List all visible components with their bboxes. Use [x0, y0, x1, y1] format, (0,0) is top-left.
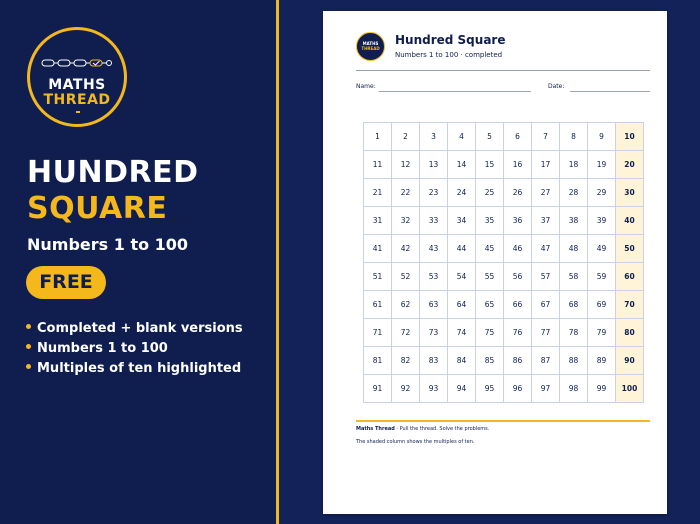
- grid-cell: 87: [532, 347, 560, 375]
- grid-cell: 90: [616, 347, 644, 375]
- footer-note: The shaded column shows the multiples of ten.: [356, 439, 475, 445]
- hero-title-line2: SQUARE: [27, 191, 168, 226]
- bullet-dot-icon: [26, 344, 31, 349]
- grid-cell: 54: [448, 263, 476, 291]
- grid-cell: 38: [560, 207, 588, 235]
- grid-cell: 86: [504, 347, 532, 375]
- grid-cell: 85: [476, 347, 504, 375]
- grid-cell: 83: [420, 347, 448, 375]
- grid-cell: 93: [420, 375, 448, 403]
- grid-cell: 28: [560, 179, 588, 207]
- grid-row: [364, 151, 644, 179]
- bullet-dot-icon: [26, 324, 31, 329]
- grid-cell: 16: [504, 151, 532, 179]
- grid-cell: 32: [392, 207, 420, 235]
- grid-cell: 10: [616, 123, 644, 151]
- grid-cell: 30: [616, 179, 644, 207]
- grid-cell: 1: [364, 123, 392, 151]
- grid-cell: 17: [532, 151, 560, 179]
- grid-cell: 98: [560, 375, 588, 403]
- name-label: Name:: [356, 83, 376, 90]
- grid-cell: 11: [364, 151, 392, 179]
- header-rule: [356, 70, 650, 71]
- grid-cell: 99: [588, 375, 616, 403]
- grid-cell: 66: [504, 291, 532, 319]
- hero-title-line1: HUNDRED: [27, 155, 199, 190]
- grid-cell: 75: [476, 319, 504, 347]
- grid-cell: 74: [448, 319, 476, 347]
- grid-cell: 2: [392, 123, 420, 151]
- grid-cell: 15: [476, 151, 504, 179]
- grid-cell: 61: [364, 291, 392, 319]
- worksheet-logo: MATHS THREAD: [356, 32, 385, 61]
- grid-cell: 52: [392, 263, 420, 291]
- grid-cell: 89: [588, 347, 616, 375]
- grid-cell: 56: [504, 263, 532, 291]
- grid-cell: 79: [588, 319, 616, 347]
- grid-cell: 25: [476, 179, 504, 207]
- grid-cell: 24: [448, 179, 476, 207]
- grid-cell: 80: [616, 319, 644, 347]
- grid-row: [364, 235, 644, 263]
- logo-text-thread: THREAD: [43, 92, 111, 108]
- grid-cell: 48: [560, 235, 588, 263]
- bullet-dot-icon: [26, 364, 31, 369]
- grid-cell: 3: [420, 123, 448, 151]
- grid-cell: 60: [616, 263, 644, 291]
- thread-chain-icon: [41, 59, 113, 67]
- grid-cell: 12: [392, 151, 420, 179]
- grid-cell: 77: [532, 319, 560, 347]
- grid-cell: 62: [392, 291, 420, 319]
- logo-accent: [76, 111, 80, 113]
- grid-cell: 73: [420, 319, 448, 347]
- grid-cell: 40: [616, 207, 644, 235]
- grid-cell: 6: [504, 123, 532, 151]
- grid-cell: 50: [616, 235, 644, 263]
- feature-item: Completed + blank versions: [26, 320, 243, 340]
- grid-cell: 7: [532, 123, 560, 151]
- grid-cell: 59: [588, 263, 616, 291]
- grid-cell: 39: [588, 207, 616, 235]
- logo-text-maths: MATHS: [48, 77, 106, 93]
- grid-cell: 43: [420, 235, 448, 263]
- grid-row: [364, 123, 644, 151]
- footer-brand-line: Maths Thread · Pull the thread. Solve the problems.: [356, 426, 490, 432]
- grid-cell: 65: [476, 291, 504, 319]
- worksheet-title: Hundred Square: [395, 33, 506, 47]
- grid-cell: 8: [560, 123, 588, 151]
- grid-cell: 22: [392, 179, 420, 207]
- grid-cell: 18: [560, 151, 588, 179]
- grid-row: [364, 179, 644, 207]
- grid-cell: 29: [588, 179, 616, 207]
- date-label: Date:: [548, 83, 565, 90]
- grid-cell: 34: [448, 207, 476, 235]
- grid-cell: 42: [392, 235, 420, 263]
- grid-row: [364, 263, 644, 291]
- grid-cell: 70: [616, 291, 644, 319]
- grid-cell: 96: [504, 375, 532, 403]
- grid-cell: 41: [364, 235, 392, 263]
- grid-cell: 47: [532, 235, 560, 263]
- hero-subtitle: Numbers 1 to 100: [27, 235, 189, 254]
- grid-cell: 84: [448, 347, 476, 375]
- grid-cell: 97: [532, 375, 560, 403]
- grid-cell: 45: [476, 235, 504, 263]
- grid-cell: 46: [504, 235, 532, 263]
- feature-item: Multiples of ten highlighted: [26, 360, 243, 380]
- grid-row: [364, 319, 644, 347]
- grid-cell: 63: [420, 291, 448, 319]
- grid-cell: 26: [504, 179, 532, 207]
- grid-cell: 88: [560, 347, 588, 375]
- grid-cell: 81: [364, 347, 392, 375]
- grid-cell: 58: [560, 263, 588, 291]
- feature-list: [26, 320, 243, 380]
- grid-cell: 51: [364, 263, 392, 291]
- promo-panel: [0, 0, 276, 524]
- grid-cell: 55: [476, 263, 504, 291]
- grid-cell: 92: [392, 375, 420, 403]
- grid-cell: 44: [448, 235, 476, 263]
- grid-cell: 31: [364, 207, 392, 235]
- grid-cell: 64: [448, 291, 476, 319]
- grid-row: [364, 375, 644, 403]
- grid-cell: 19: [588, 151, 616, 179]
- maths-thread-logo: [27, 27, 127, 127]
- grid-cell: 94: [448, 375, 476, 403]
- grid-cell: 68: [560, 291, 588, 319]
- grid-cell: 71: [364, 319, 392, 347]
- feature-item: Numbers 1 to 100: [26, 340, 243, 360]
- grid-cell: 57: [532, 263, 560, 291]
- grid-cell: 20: [616, 151, 644, 179]
- grid-cell: 35: [476, 207, 504, 235]
- worksheet-preview: [323, 11, 667, 514]
- grid-cell: 21: [364, 179, 392, 207]
- grid-cell: 37: [532, 207, 560, 235]
- grid-cell: 76: [504, 319, 532, 347]
- name-line: [379, 91, 531, 92]
- grid-cell: 69: [588, 291, 616, 319]
- grid-row: [364, 347, 644, 375]
- date-line: [570, 91, 650, 92]
- grid-cell: 33: [420, 207, 448, 235]
- footer-rule: [356, 420, 650, 422]
- grid-cell: 72: [392, 319, 420, 347]
- grid-cell: 95: [476, 375, 504, 403]
- grid-cell: 82: [392, 347, 420, 375]
- grid-cell: 27: [532, 179, 560, 207]
- grid-cell: 23: [420, 179, 448, 207]
- grid-cell: 91: [364, 375, 392, 403]
- free-badge: FREE: [26, 266, 106, 299]
- grid-cell: 78: [560, 319, 588, 347]
- grid-cell: 67: [532, 291, 560, 319]
- grid-cell: 36: [504, 207, 532, 235]
- grid-cell: 14: [448, 151, 476, 179]
- grid-cell: 53: [420, 263, 448, 291]
- grid-cell: 100: [616, 375, 644, 403]
- grid-cell: 9: [588, 123, 616, 151]
- grid-cell: 49: [588, 235, 616, 263]
- grid-cell: 5: [476, 123, 504, 151]
- grid-row: [364, 291, 644, 319]
- grid-cell: 4: [448, 123, 476, 151]
- hundred-square-grid: [363, 122, 644, 403]
- grid-row: [364, 207, 644, 235]
- worksheet-subtitle: Numbers 1 to 100 · completed: [395, 51, 503, 59]
- grid-cell: 13: [420, 151, 448, 179]
